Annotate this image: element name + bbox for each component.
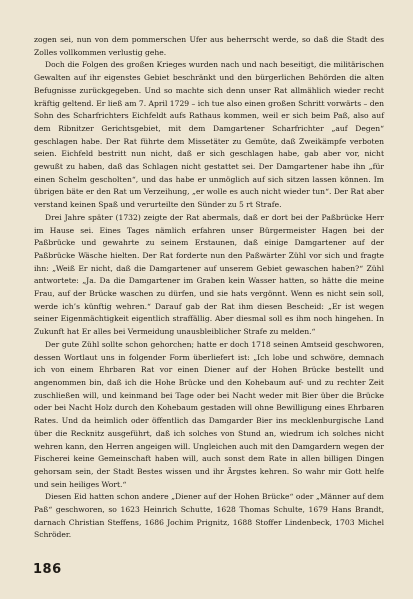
paragraph: Drei Jahre später (1732) zeigte der Rat abermals, daß er dort bei der Paßbrücke Herr im Hause sei. Eines Tages nämlich erfahren unser Bürgermeister Hagen bei der Paßbrücke und gewahrte zu seinem Erstaunen, daß einige Damgartener auf der Paßbrücke Wäsche hielten. Der Rat forderte nun den Paßwärter Zühl vor sich und fragte ihn: „Weiß Er nicht, daß die Damgartener auf unserem Gebiet gewaschen haben?“ Zühl antwortete: „Ja. Da die Damgartener im Graben kein Wasser hatten, so hätte die meine Frau, auf der Brücke waschen zu dürfen, und sie hats vergönnt. Wenn es nicht sein soll, werde ich’s künftig wehren.“ Darauf gab der Rat ihm diesen Bescheid: „Er ist wegen seiner Eigenmächtigkeit eigentlich straffällig. Aber diesmal soll es ihm noch hingehen. In Zukunft hat Er alles bei Vermeidung unausbleiblicher Strafe zu melden.“ (34, 212, 384, 337)
paragraph: Doch die Folgen des großen Krieges wurden nach und nach beseitigt, die militärischen Gewalten auf ihr eigenstes Gebiet beschränkt und den bürgerlichen Behörden die alten Befugnisse zurückgegeben. Und so machte sich denn unser Rat allmählich wieder recht kräftig geltend. Er ließ am 7. April 1729 – ich tue also einen großen Schritt vorwärts – den Sohn des Scharfrichters Eichfeldt aufs Rathaus kommen, weil er sich beim Paß, also auf dem Ribnitzer Gerichtsgebiet, mit dem Damgartener Scharfrichter „auf Degen“ geschlagen habe. Der Rat führte dem Missetäter zu Gemüte, daß Zweikämpfe verboten seien. Eichfeld bestritt nun nicht, daß er sich geschlagen habe, gab aber vor, nicht gewußt zu haben, daß das Schlagen nicht gestattet sei. Der Damgartener habe ihn „für einen Schelm gescholten“, und das habe er unmöglich auf sich sitzen lassen können. Im übrigen bäte er den Rat um Verzeihung, „er wolle es auch nicht wieder tun“. Der Rat aber verstand keinen Spaß und verurteilte den Sünder zu 5 rt Strafe. (34, 60, 384, 210)
paragraph: Diesen Eid hatten schon andere „Diener auf der Hohen Brücke“ oder „Männer auf dem Paß“ geschworen, so 1623 Heinrich Schutte, 1628 Thomas Schulte, 1679 Hans Brandt, darnach Christian Steffens, 1686 Jochim Prignitz, 1688 Stoffer Lindenbeck, 1703 Michel Schröder. (34, 492, 384, 540)
body-text (34, 34, 384, 542)
paragraph: Der gute Zühl sollte schon gehorchen; hatte er doch 1718 seinen Amtseid geschworen, dessen Wortlaut uns in folgender Form überliefert ist: „Ich lobe und schwöre, demnach ich von einem Ehrbaren Rat vor einen Diener auf der Hohen Brücke bestellt und angenommen bin, daß ich die Hohe Brücke und den Kohebaum auf- und zu rechter Zeit zuschließen will, und keinmand bei Tage oder bei Nacht weder mit Bier über die Brücke oder bei Nacht Holz durch den Kohebaum gestaden will ohne Bewilligung eines Ehrbaren Rates. Und da heimlich oder öffentlich das Damgarder Bier ins mecklenburgische Land über die Recknitz ausgeführt, daß ich solches von Stund an, wiedrum ich solches nicht wehren kann, den Herren angeigen will. Ungleichen auch mit den Damgardern wegen der Fischerei keine Gemeinschaft haben will, auch sonst dem Rate in allen billigen Dingen gehorsam sein, der Stadt Bestes wissen und ihr Ärgstes kehren. So wahr mir Gott helfe und sein heiliges Wort.“ (34, 339, 384, 489)
page-number: 186 (33, 562, 62, 577)
paragraph: zogen sei, nun von dem pommerschen Ufer aus beherrscht werde, so daß die Stadt des Zolles vollkommen verlustig gehe. (34, 35, 384, 57)
